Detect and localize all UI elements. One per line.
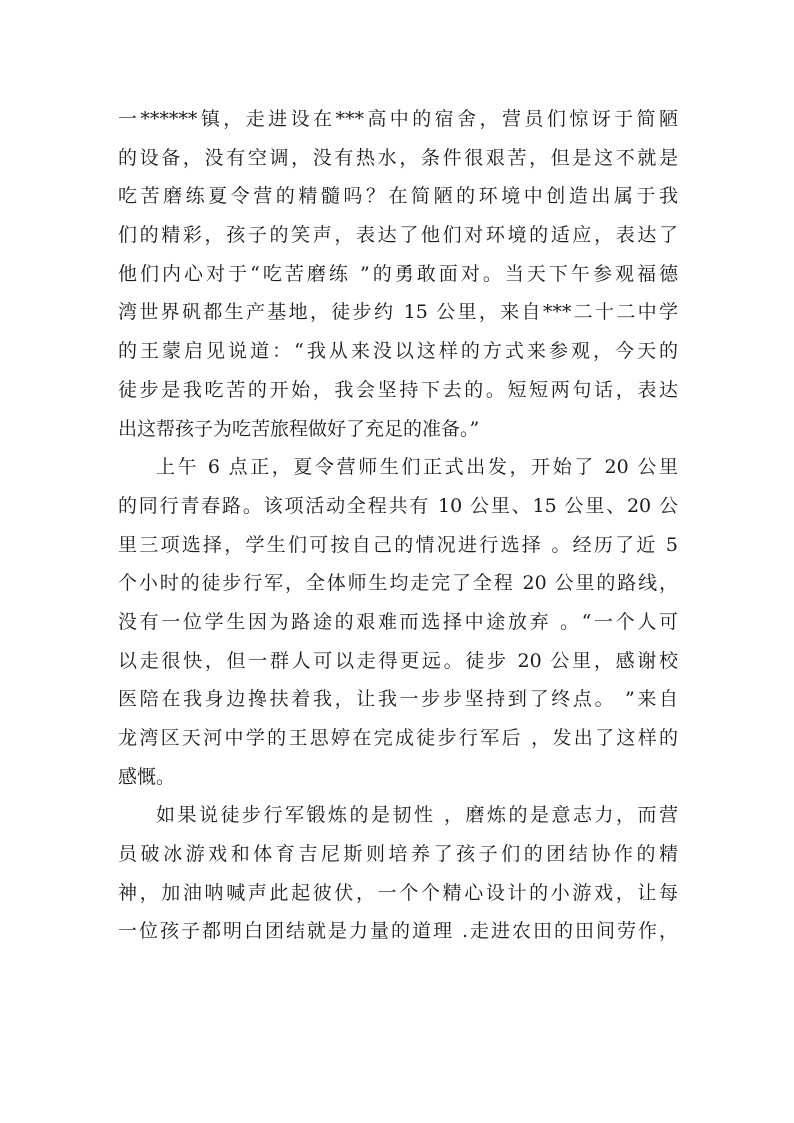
text-line: 医陪在我身边搀扶着我，让我一步步坚持到了终点。 ”来自 (118, 688, 678, 711)
text-line: 的设备，没有空调，没有热水，条件很艰苦，但是这不就是 (118, 146, 678, 169)
text-line: 们的精彩，孩子的笑声，表达了他们对环境的适应，表达了 (118, 224, 678, 247)
text-line: 龙湾区天河中学的王思婷在完成徒步行军后 ，发出了这样的 (118, 727, 678, 749)
text-line: 个小时的徒步行军，全体师生均走完了全程 20 公里的路线， (118, 572, 678, 595)
text-line: 神，加油呐喊声此起彼伏，一个个精心设计的小游戏，让每 (118, 881, 678, 904)
document-body (118, 100, 678, 951)
paragraph-1 (118, 100, 678, 448)
text-line: 出这帮孩子为吃苦旅程做好了充足的准备。” (118, 417, 480, 440)
text-line: 上午 6 点正，夏令营师生们正式出发，开始了 20 公里 (156, 456, 678, 479)
text-line: 一位孩子都明白团结就是力量的道理 .走进农田的田间劳作， (118, 920, 678, 943)
text-line: 徒步是我吃苦的开始，我会坚持下去的。短短两句话，表达 (118, 378, 678, 401)
text-line: 湾世界矾都生产基地，徒步约 15 公里，来自***二十二中学 (118, 301, 678, 324)
text-line: 里三项选择，学生们可按自己的情况进行选择 。经历了近 5 (118, 533, 678, 556)
text-line: 以走很快，但一群人可以走得更远。徒步 20 公里，感谢校 (118, 649, 678, 672)
text-line: 他们内心对于“吃苦磨练 ”的勇敢面对。当天下午参观福德 (118, 262, 678, 285)
text-line: 如果说徒步行军锻炼的是韧性 ，磨炼的是意志力，而营 (156, 804, 678, 827)
text-line: 吃苦磨练夏令营的精髓吗？在简陋的环境中创造出属于我 (118, 185, 678, 208)
paragraph-3 (118, 796, 678, 951)
text-line: 感慨。 (118, 765, 176, 788)
text-line: 的同行青春路。该项活动全程共有 10 公里、15 公里、20 公 (118, 494, 678, 517)
text-line: 的王蒙启见说道：“我从来没以这样的方式来参观，今天的 (118, 340, 678, 363)
paragraph-2 (118, 448, 678, 796)
text-line: 一******镇，走进设在***高中的宿舍，营员们惊讶于简陋 (118, 108, 678, 130)
text-line: 没有一位学生因为路途的艰难而选择中途放弃 。“一个人可 (118, 610, 678, 633)
text-line: 员破冰游戏和体育吉尼斯则培养了孩子们的团结协作的精 (118, 843, 678, 866)
